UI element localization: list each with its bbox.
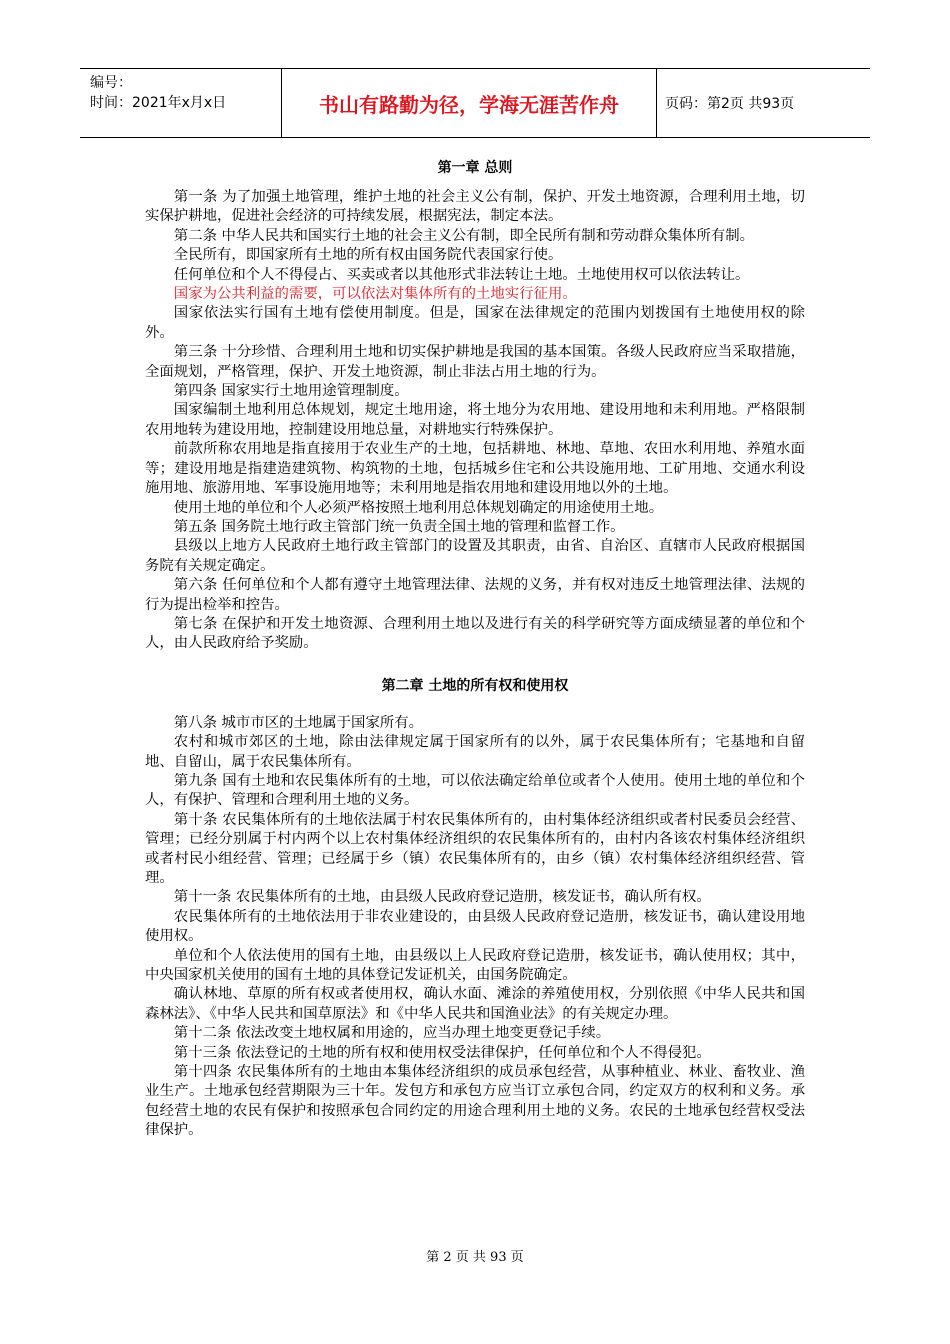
header-meta bbox=[80, 69, 281, 137]
document-body bbox=[145, 150, 805, 1141]
chapter-2-title: 第二章 土地的所有权和使用权 bbox=[381, 677, 569, 694]
paragraph: 国家依法实行国有土地有偿使用制度。但是，国家在法律规定的范围内划拨国有土地使用权的除外。 bbox=[145, 305, 805, 341]
header-motto: 书山有路勤为径，学海无涯苦作舟 bbox=[281, 69, 657, 137]
header-page-info: 页码：第2页 共93页 bbox=[665, 96, 795, 112]
paragraph: 全民所有，即国家所有土地的所有权由国务院代表国家行使。 bbox=[173, 247, 563, 264]
page-header bbox=[80, 68, 870, 138]
paragraph: 农民集体所有的土地依法用于非农业建设的，由县级人民政府登记造册，核发证书，确认建设用地使用权。 bbox=[145, 908, 805, 945]
number-label: 编号： bbox=[90, 75, 132, 91]
paragraph: 第二条 中华人民共和国实行土地的社会主义公有制，即全民所有制和劳动群众集体所有制。 bbox=[173, 227, 754, 244]
paragraph: 第三条 十分珍惜、合理利用土地和切实保护耕地是我国的基本国策。各级人民政府应当采取措施，全面规划，严格管理，保护、开发土地资源，制止非法占用土地的行为。 bbox=[145, 344, 805, 380]
chapter-1-body bbox=[145, 188, 805, 654]
paragraph: 农村和城市郊区的土地，除由法律规定属于国家所有的以外，属于农民集体所有；宅基地和自留地、自留山，属于农民集体所有。 bbox=[145, 734, 805, 770]
chapter-2-body bbox=[145, 714, 805, 1141]
paragraph: 第一条 为了加强土地管理，维护土地的社会主义公有制，保护、开发土地资源，合理利用土地，切实保护耕地，促进社会经济的可持续发展，根据宪法，制定本法。 bbox=[145, 189, 805, 225]
paragraph: 县级以上地方人民政府土地行政主管部门的设置及其职责，由省、自治区、直辖市人民政府根据国务院有关规定确定。 bbox=[145, 538, 805, 574]
paragraph: 第六条 任何单位和个人都有遵守土地管理法律、法规的义务，并有权对违反土地管理法律、法规的行为提出检举和控告。 bbox=[145, 577, 805, 613]
paragraph: 第九条 国有土地和农民集体所有的土地，可以依法确定给单位或者个人使用。使用土地的单位和个人，有保护、管理和合理利用土地的义务。 bbox=[145, 772, 805, 809]
paragraph: 确认林地、草原的所有权或者使用权，确认水面、滩涂的养殖使用权，分别依照《中华人民共和国森林法》、《中华人民共和国草原法》和《中华人民共和国渔业法》的有关规定办理。 bbox=[145, 986, 805, 1022]
paragraph: 第十二条 依法改变土地权属和用途的，应当办理土地变更登记手续。 bbox=[173, 1025, 611, 1042]
chapter-1-title: 第一章 总则 bbox=[437, 160, 513, 176]
highlighted-paragraph: 国家为公共利益的需要，可以依法对集体所有的土地实行征用。 bbox=[173, 286, 577, 303]
paragraph: 前款所称农用地是指直接用于农业生产的土地，包括耕地、林地、草地、农田水利用地、养殖水面等；建设用地是指建造建筑物、构筑物的土地，包括城乡住宅和公共设施用地、工矿用地、交通水利设施用地、旅游用地、军事设施用地等；未利用地是指农用地和建设用地以外的土地。 bbox=[145, 441, 805, 497]
paragraph: 任何单位和个人不得侵占、买卖或者以其他形式非法转让土地。土地使用权可以依法转让。 bbox=[173, 266, 750, 283]
paragraph: 使用土地的单位和个人必须严格按照土地利用总体规划确定的用途使用土地。 bbox=[173, 499, 664, 516]
paragraph: 单位和个人依法使用的国有土地，由县级以上人民政府登记造册，核发证书，确认使用权；其中，中央国家机关使用的国有土地的具体登记发证机关，由国务院确定。 bbox=[145, 947, 805, 984]
paragraph: 第五条 国务院土地行政主管部门统一负责全国土地的管理和监督工作。 bbox=[173, 518, 625, 535]
time-label: 时间：2021年x月x日 bbox=[90, 95, 227, 111]
paragraph: 国家编制土地利用总体规划，规定土地用途，将土地分为农用地、建设用地和未利用地。严格限制农用地转为建设用地，控制建设用地总量，对耕地实行特殊保护。 bbox=[145, 402, 805, 438]
paragraph: 第十条 农民集体所有的土地依法属于村农民集体所有的，由村集体经济组织或者村民委员会经营、管理；已经分别属于村内两个以上农村集体经济组织的农民集体所有的，由村内各该农村集体经济组织或者村民小组经营、管理；已经属于乡（镇）农民集体所有的，由乡（镇）农村集体经济组织经营、管理。 bbox=[145, 811, 805, 886]
paragraph: 第十一条 农民集体所有的土地，由县级人民政府登记造册，核发证书，确认所有权。 bbox=[173, 889, 711, 906]
paragraph: 第十三条 依法登记的土地的所有权和使用权受法律保护，任何单位和个人不得侵犯。 bbox=[173, 1044, 711, 1061]
paragraph: 第七条 在保护和开发土地资源、合理利用土地以及进行有关的科学研究等方面成绩显著的单位和个人，由人民政府给予奖励。 bbox=[145, 615, 805, 652]
paragraph: 第四条 国家实行土地用途管理制度。 bbox=[173, 383, 409, 400]
paragraph: 第八条 城市市区的土地属于国家所有。 bbox=[173, 714, 424, 731]
page-footer: 第 2 页 共 93 页 bbox=[426, 1250, 524, 1265]
paragraph: 第十四条 农民集体所有的土地由本集体经济组织的成员承包经营，从事种植业、林业、畜牧业、渔业生产。土地承包经营期限为三十年。发包方和承包方应当订立承包合同，约定双方的权利和义务。承包经营土地的农民有保护和按照承包合同约定的用途合理利用土地的义务。农民的土地承包经营权受法律保护。 bbox=[145, 1064, 805, 1139]
